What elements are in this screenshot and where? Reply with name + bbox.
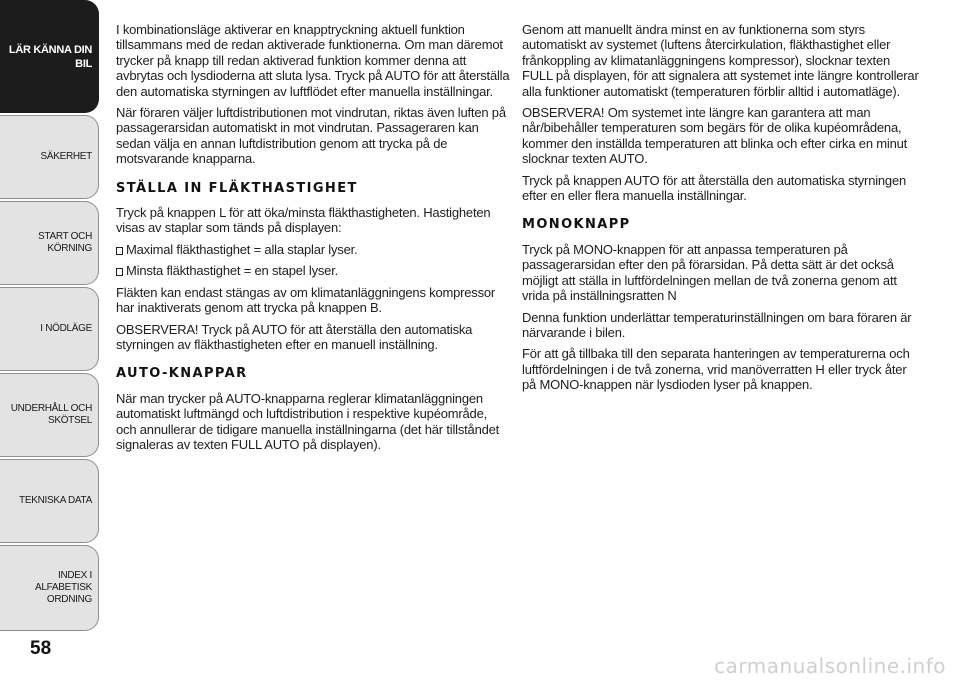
right-column [522,22,920,399]
left-column [116,22,510,458]
checkbox-square-icon [116,268,123,276]
tab-lar-kanna-din-bil[interactable] [0,0,99,113]
tab-label: LÄR KÄNNA DIN BIL [8,43,92,70]
tab-label: START OCH KÖRNING [38,231,92,254]
paragraph: För att gå tillbaka till den separata hanteringen av temperaturerna och luftfördelningen i de två zonerna, vrid manöverratten H eller tryck åter på MONO-knappen när lysdioden lyser på knappen. [522,346,910,393]
list-item-text: Minsta fläkthastighet = en stapel lyser. [126,263,339,279]
section-heading: STÄLLA IN FLÄKTHASTIGHET [116,180,358,196]
checkbox-square-icon [116,247,123,255]
tab-label: SÄKERHET [40,151,92,162]
tab-label: UNDERHÅLL OCH SKÖTSEL [10,403,92,426]
tab-sakerhet[interactable] [0,115,99,199]
paragraph: Tryck på knappen L för att öka/minsta fläkthastigheten. Hastigheten visas av staplar som tänds på displayen: [116,205,491,236]
section-heading: MONOKNAPP [522,217,631,233]
paragraph: Denna funktion underlättar temperaturinställningen om bara föraren är närvarande i bilen. [522,309,912,340]
paragraph: I kombinationsläge aktiverar en knapptryckning aktuell funktion tillsammans med de redan aktiverade funktionerna. Om man däremot trycker på knapp till redan aktiverad funktion kommer denna att avbrytas och lysdioderna att sluta lysa. Tryck på AUTO för att återställa den automatiska styrningen av luftflödet efter manuella inställningar. [116,22,510,99]
tab-tekniska-data[interactable] [0,459,99,543]
paragraph: Tryck på knappen AUTO för att återställa den automatiska styrningen efter en eller flera manuella inställningar. [522,172,907,204]
list-item-text: Maximal fläkthastighet = alla staplar lyser. [126,241,358,257]
list-item [116,263,510,278]
tab-label: TEKNISKA DATA [19,495,92,506]
tab-index-i-alfabetisk-ordning[interactable] [0,545,99,631]
paragraph: Tryck på MONO-knappen för att anpassa temperaturen på passagerarsidan efter den på förarsidan. På detta sätt är det också möjligt att ställa in luftfördelningen mellan de två zonerna genom att vrida på inställningsratten N [522,241,897,304]
paragraph: När föraren väljer luftdistributionen mot vindrutan, riktas även luften på passagerarsidan automatiskt in mot vindrutan. Passageraren kan sedan välja en annan luftdistribution genom att trycka på de motsvarande knapparna. [116,105,506,167]
tab-start-och-korning[interactable] [0,201,99,285]
paragraph: Genom att manuellt ändra minst en av funktionerna som styrs automatiskt av systemet (luftens återcirkulation, fläkthastighet eller frånkoppling av klimatanläggningens kompressor), slocknar texten FULL på displayen, för att signalera att systemet inte längre kontrollerar alla funktioner automatiskt (temperaturen förblir alltid i automatläge). [522,22,919,99]
paragraph: OBSERVERA! Om systemet inte längre kan garantera att man når/bibehåller temperaturen som begärs för de olika kupéområdena, kommer den inställda temperaturen att blinka och efter cirka en minut slocknar texten AUTO. [522,105,908,167]
section-heading: AUTO-KNAPPAR [116,366,248,382]
tab-i-nodlage[interactable] [0,287,99,371]
list-item [116,242,510,257]
paragraph: OBSERVERA! Tryck på AUTO för att återställa den automatiska styrningen av fläkthastigheten efter en manuell inställning. [116,321,473,352]
tab-label: I NÖDLÄGE [40,323,92,334]
watermark: carmanualsonline.info [714,654,946,678]
page-number: 58 [30,638,52,659]
tab-label: INDEX I ALFABETISK ORDNING [34,570,92,605]
paragraph: När man trycker på AUTO-knapparna reglerar klimatanläggningen automatiskt luftmängd och luftdistribution i respektive kupéområde, och annullerar de tidigare manuella inställningarna (det här tillståndet signaleras av texten FULL AUTO på displayen). [116,390,500,452]
tab-underhall-och-skotsel[interactable] [0,373,99,457]
paragraph: Fläkten kan endast stängas av om klimatanläggningens kompressor har inaktiverats genom att trycka på knappen B. [116,284,496,316]
